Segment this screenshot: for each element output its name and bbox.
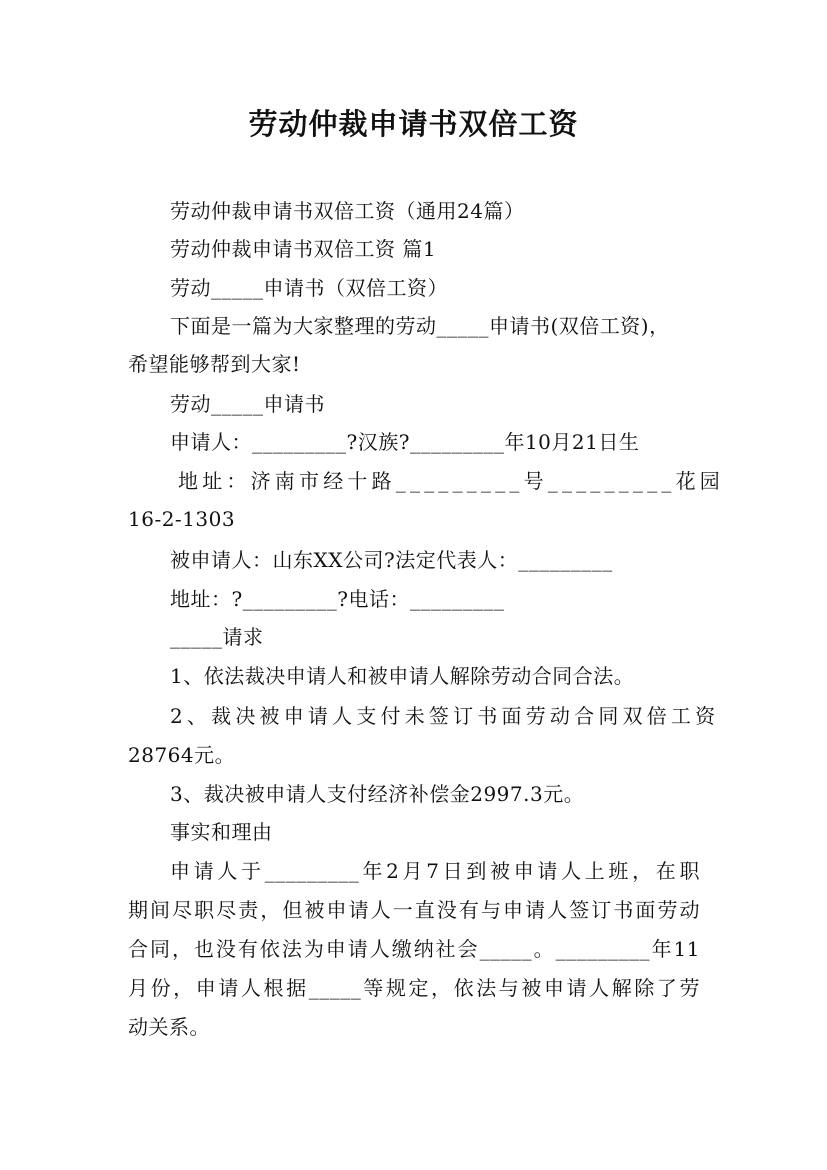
applicant-line: 申请人：_________?汉族?_________年10月21日生 — [170, 430, 640, 454]
facts-paragraph-line: 动关系。 — [128, 1015, 210, 1039]
respondent-address-line: 地址：?_________?电话：_________ — [170, 587, 505, 611]
paragraph-line-intro: 劳动仲裁申请书双倍工资（通用24篇） — [170, 199, 525, 223]
respondent-line: 被申请人：山东XX公司?法定代表人：_________ — [170, 548, 613, 572]
request-item-2-continued: 28764元。 — [128, 743, 236, 767]
paragraph-line-subtitle: 劳动_____申请书（双倍工资） — [170, 276, 448, 300]
facts-paragraph-line: 合同，也没有依法为申请人缴纳社会_____。_________年11 — [128, 937, 700, 961]
request-item-2: 2、裁决被申请人支付未签订书面劳动合同双倍工资 — [170, 704, 720, 728]
facts-paragraph-line: 月份，申请人根据_____等规定，依法与被申请人解除了劳 — [128, 976, 700, 1000]
paragraph-line-section-heading: 劳动仲裁申请书双倍工资 篇1 — [170, 237, 437, 261]
paragraph-line-body: 下面是一篇为大家整理的劳动_____申请书(双倍工资)， — [170, 314, 670, 338]
paragraph-line-body: 希望能够帮到大家! — [128, 352, 301, 376]
paragraph-line-heading: 劳动_____申请书 — [170, 392, 325, 416]
applicant-address-continued: 16-2-1303 — [128, 507, 236, 531]
applicant-address-line: 地址：济南市经十路_________号_________花园 — [178, 469, 724, 493]
request-heading: _____请求 — [170, 625, 264, 649]
request-item-3: 3、裁决被申请人支付经济补偿金2997.3元。 — [170, 782, 585, 806]
facts-heading: 事实和理由 — [170, 820, 273, 844]
facts-paragraph-line: 期间尽职尽责，但被申请人一直没有与申请人签订书面劳动 — [128, 898, 700, 922]
document-title: 劳动仲裁申请书双倍工资 — [248, 107, 579, 141]
facts-paragraph-line: 申请人于_________年2月7日到被申请人上班，在职 — [170, 859, 700, 883]
request-item-1: 1、依法裁决申请人和被申请人解除劳动合同合法。 — [170, 664, 635, 688]
